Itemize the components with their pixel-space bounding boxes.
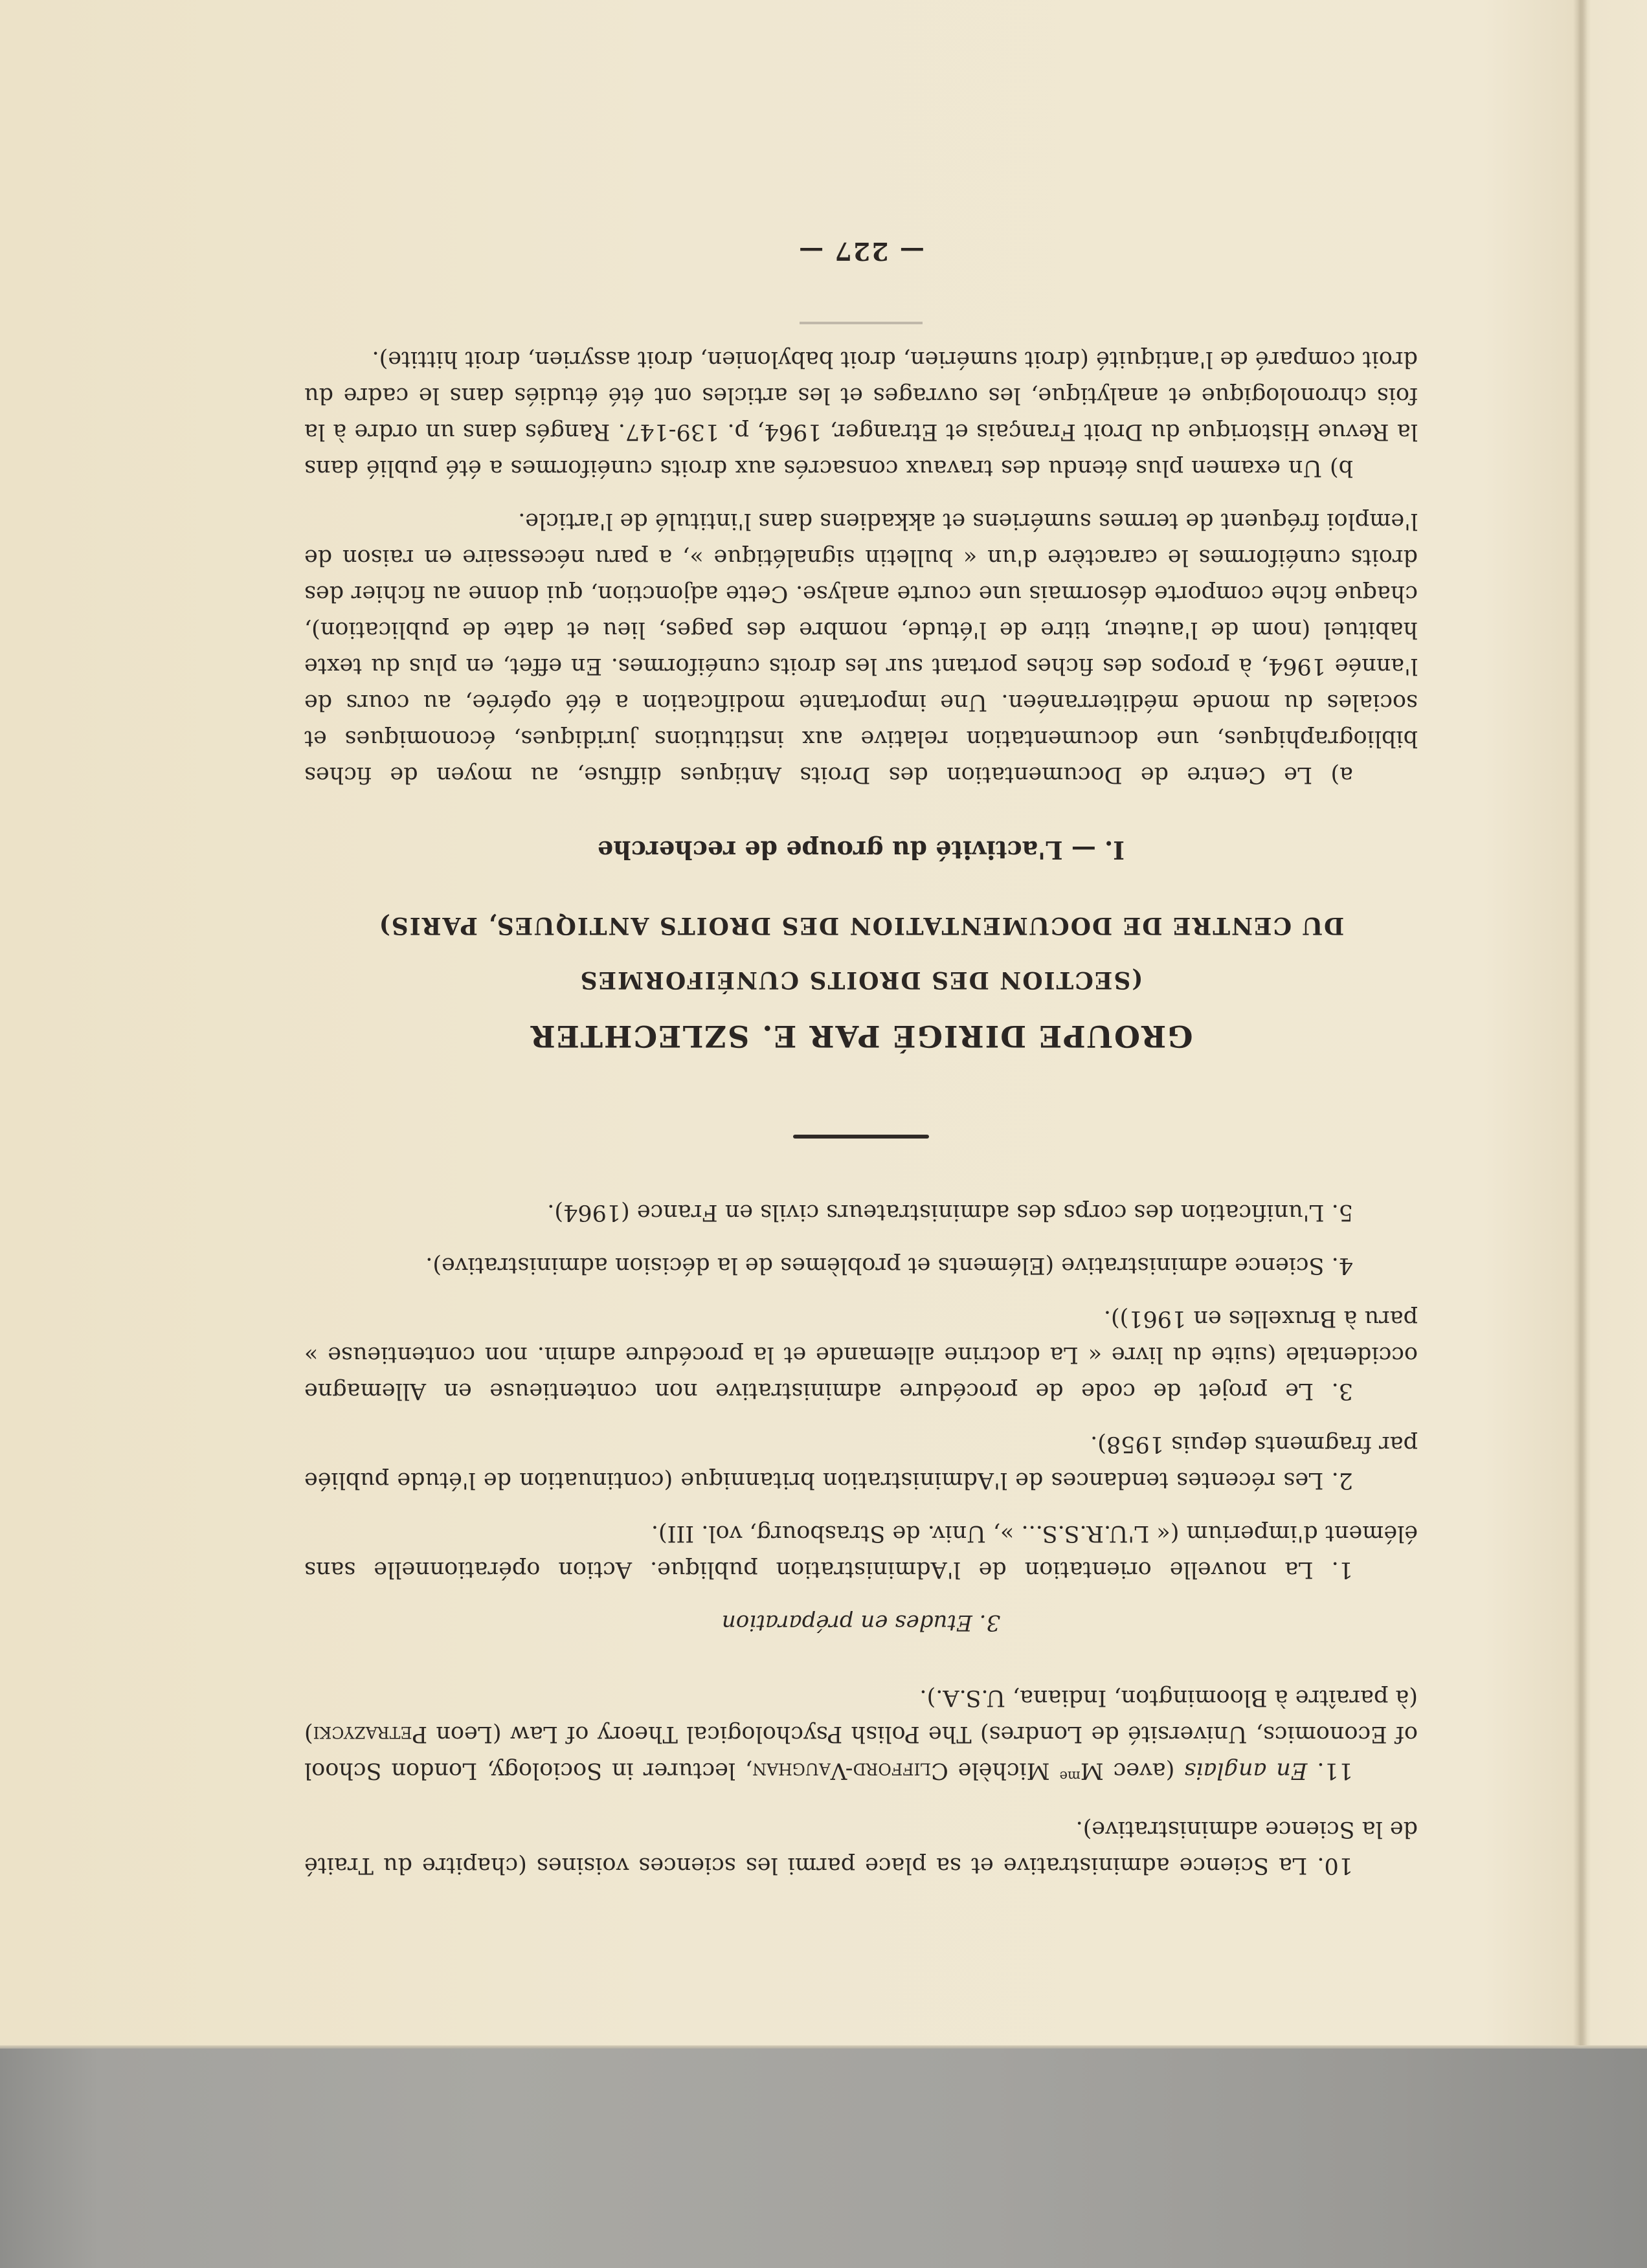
section-heading-activite: I. — L'activité du groupe de recherche: [597, 836, 1125, 865]
study-item-1: 1. La nouvelle orientation de l'Administration publique. Action opérationnelle sans élément d'imperium (« L'U.R.S.S... », Univ. de Strasbourg, vol. III).: [304, 1520, 1418, 1583]
scanner-bed: [0, 2049, 1647, 2268]
page-content: [304, 194, 1418, 1884]
italic-phrase: En anglais: [1184, 1757, 1308, 1784]
group-title: GROUPE DIRIGÉ PAR E. SZLECHTER: [529, 1019, 1193, 1054]
study-item-5: 5. L'unification des corps des administrateurs civils en France (1964).: [547, 1199, 1353, 1226]
study-item-4: 4. Science administrative (Eléments et problèmes de la décision administrative).: [425, 1252, 1353, 1279]
study-item-2: 2. Les récentes tendances de l'Administration britannique (continuation de l'étude publiée par fragments depuis 1958).: [304, 1431, 1418, 1494]
paragraph-b: b) Un examen plus étendu des travaux consacrés aux droits cunéiformes a été publié dans la Revue Historique du Droit Français et Etranger, 1964, p. 139-147. Rangés dans un ordre à la fois chronologique et analytique, les ouvrages et les articles ont été étudiés dans le cadre du droit comparé de l'antiquité (droit sumérien, droit babylonien, droit assyrien, droit hittite).: [304, 346, 1418, 482]
list-item-10: 10. La Science administrative et sa place parmi les sciences voisines (chapitre du Traité de la Science administrative).: [304, 1816, 1418, 1878]
study-item-3: 3. Le projet de code de procédure administrative non contentieuse en Allemagne occidentale (suite du livre « La doctrine allemande et la procédure admin. non contentieuse » paru à Bruxelles en 1961)).: [304, 1306, 1418, 1405]
text-run: Michèle: [948, 1757, 1060, 1784]
group-subtitle-line-2: DU CENTRE DE DOCUMENTATION DES DROITS ANTIQUES, PARIS): [377, 912, 1345, 940]
footer-divider: [800, 322, 923, 324]
list-item-11: [304, 1680, 1418, 1794]
author-name: Petrazycki: [313, 1721, 428, 1748]
superscript: me: [1059, 1768, 1081, 1784]
text-run: (avec M: [1080, 1757, 1185, 1784]
paragraph-a: a) Le Centre de Documentation des Droits Antiques diffuse, au moyen de fiches bibliographiques, une documentation relative aux institutions juridiques, économiques et sociales du monde méditerranéen. Une importante modification a été opérée, au cours de l'année 1964, à propos des fiches portant sur les droits cunéiformes. En effet, en plus du texte habituel (nom de l'auteur, titre de l'étude, nombre des pages, lieu et date de publication), chaque fiche comporte désormais une courte analyse. Cette adjonction, qui donne au fichier des droits cunéiformes le caractère d'un « bulletin signalétique », a paru nécessaire en raison de l'emploi fréquent de termes sumériens et akkadiens dans l'intitulé de l'article.: [304, 508, 1418, 788]
section-divider: [793, 1135, 929, 1139]
book-gutter: [1573, 0, 1587, 2049]
item-number: 11.: [1307, 1757, 1353, 1784]
group-subtitle-line-1: (SECTION DES DROITS CUNÉIFORMES: [579, 966, 1143, 994]
section-heading-etudes: 3. Etudes en préparation: [721, 1610, 1001, 1636]
page-number: — 227 —: [798, 237, 924, 267]
text-run: ) (à paraître à Bloomington, Indiana, U.S.A.).: [304, 1685, 1418, 1748]
text-run: , lecturer in Sociology, London School of Economics, Université de Londres) The Polish Psychological Theory of Law (Leon: [304, 1721, 1418, 1784]
author-name: Clifford-Vaughan: [752, 1757, 948, 1784]
